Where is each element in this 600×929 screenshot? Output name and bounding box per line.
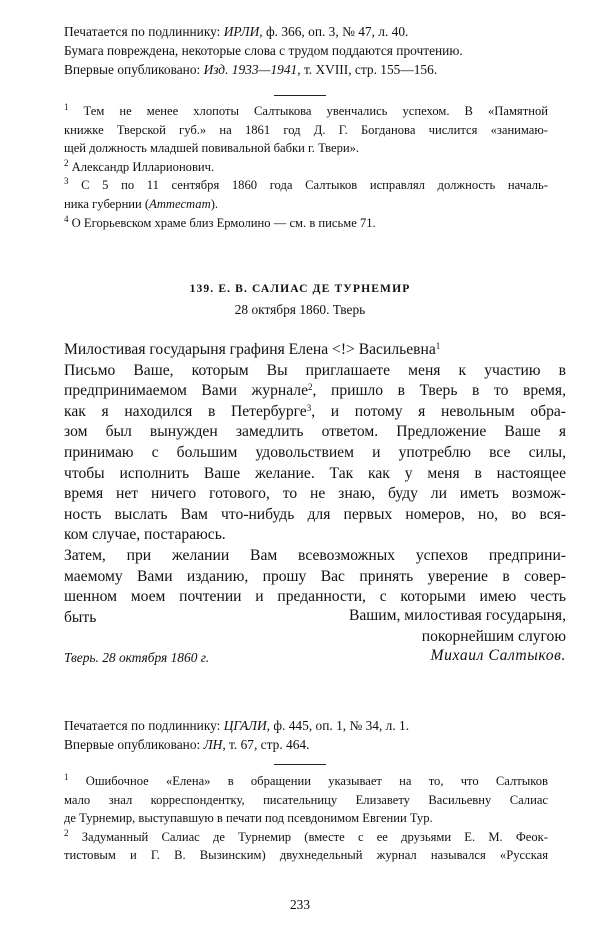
divider [274, 764, 326, 765]
footnote: $^1$ Ошибочное «Елена» в обращении указывает на то, что Салтыков мало знал корреспондентку, писательницу Елизавету Васильевну Салиас де Турнемир, выступавшую в печати под псевдонимом Евгении Тур. [64, 772, 548, 826]
letter-date-place: 28 октября 1860. Тверь [234, 302, 366, 317]
letter-recipient: Е. В. САЛИАС ДЕ ТУРНЕМИР [218, 282, 411, 295]
source-line: Печатается по подлиннику: ИРЛИ, ф. 366, оп. 3, № 47, л. 40. [64, 24, 409, 39]
letter-heading [0, 279, 600, 297]
archive-name: ИРЛИ, [223, 24, 263, 39]
footnote: $^3$ С 5 по 11 сентября 1860 года Салтыков исправлял должность началь- ника губернии (Аттестат). [64, 176, 548, 211]
page-number: 233 [289, 897, 311, 912]
source-line: Печатается по подлиннику: ЦГАЛИ, ф. 445, оп. 1, № 34, л. 1. [64, 718, 410, 733]
footnotes-bottom [64, 772, 548, 865]
signature: Михаил Салтыков. [430, 647, 566, 664]
source-info-bottom [64, 716, 544, 754]
footnotes-top [64, 102, 548, 232]
source-line: Впервые опубликовано: ЛН, т. 67, стр. 464. [64, 737, 310, 752]
paragraph: Письмо Ваше, которым Вы приглашаете меня к участию в предпринимаемом Вами журнале$^2$, пришло в Тверь в то время, как я находился в Петербурге$^3$, и потому я невольным обра- зом был вынужден замедлить ответом. Предложение Ваше я принимаю с большим удовольствием и употреблю все силы, чтобы исполнить Ваше желание. Так как у меня в настоящее время нет ничего готового, то не знаю, буду ли иметь возмож- ность выслать Вам что-нибудь для первых номеров, но, во вся- ком случае, постараюсь. [64, 361, 566, 544]
dateline: Тверь. 28 октября 1860 г. [64, 650, 210, 665]
footnote: $^1$ Тем не менее хлопоты Салтыкова увенчались успехом. В «Памятной книжке Тверской губ.» на 1861 год Д. Г. Богданова числится «занимаю- щей должность младшей повивальной бабки г. Твери». [64, 102, 548, 156]
closing: Вашим, милостивая государыня, покорнейшим слугою [348, 607, 566, 645]
paragraph: Затем, при желании Вам всевозможных успехов предприни- маемому Вами изданию, прошу Вас принять уверение в совер- шенном моем почтении и преданности, с которыми имею честь быть [64, 546, 566, 626]
letter-number: 139. [189, 282, 215, 295]
source-line: Впервые опубликовано: Изд. 1933—1941, т. XVIII, стр. 155—156. [64, 62, 438, 77]
source-line: Бумага повреждена, некоторые слова с трудом поддаются прочтению. [64, 43, 463, 58]
footnote: $^2$ Александр Илларионович. [64, 157, 215, 174]
archive-name: ЦГАЛИ, [223, 718, 271, 733]
source-info-top [64, 22, 544, 79]
footnote: $^4$ О Егорьевском храме близ Ермолино — см. в письме 71. [64, 213, 376, 230]
edition-name: Изд. 1933—1941, [203, 62, 301, 77]
salutation: Милостивая государыня графиня Елена <!> Васильевна$^1$ [64, 341, 441, 358]
footnote-ref: 1 [435, 341, 441, 351]
footnote-ref: 3 [306, 402, 312, 413]
edition-name: ЛН, [203, 737, 226, 752]
footnote: $^2$ Задуманный Салиас де Турнемир (вместе с ее друзьями Е. М. Феок- тистовым и Г. В. Вызинским) двухнедельный журнал назывался «Русская [64, 827, 548, 863]
divider [274, 95, 326, 96]
footnote-ref: 2 [308, 382, 313, 393]
letter-body [64, 340, 566, 628]
